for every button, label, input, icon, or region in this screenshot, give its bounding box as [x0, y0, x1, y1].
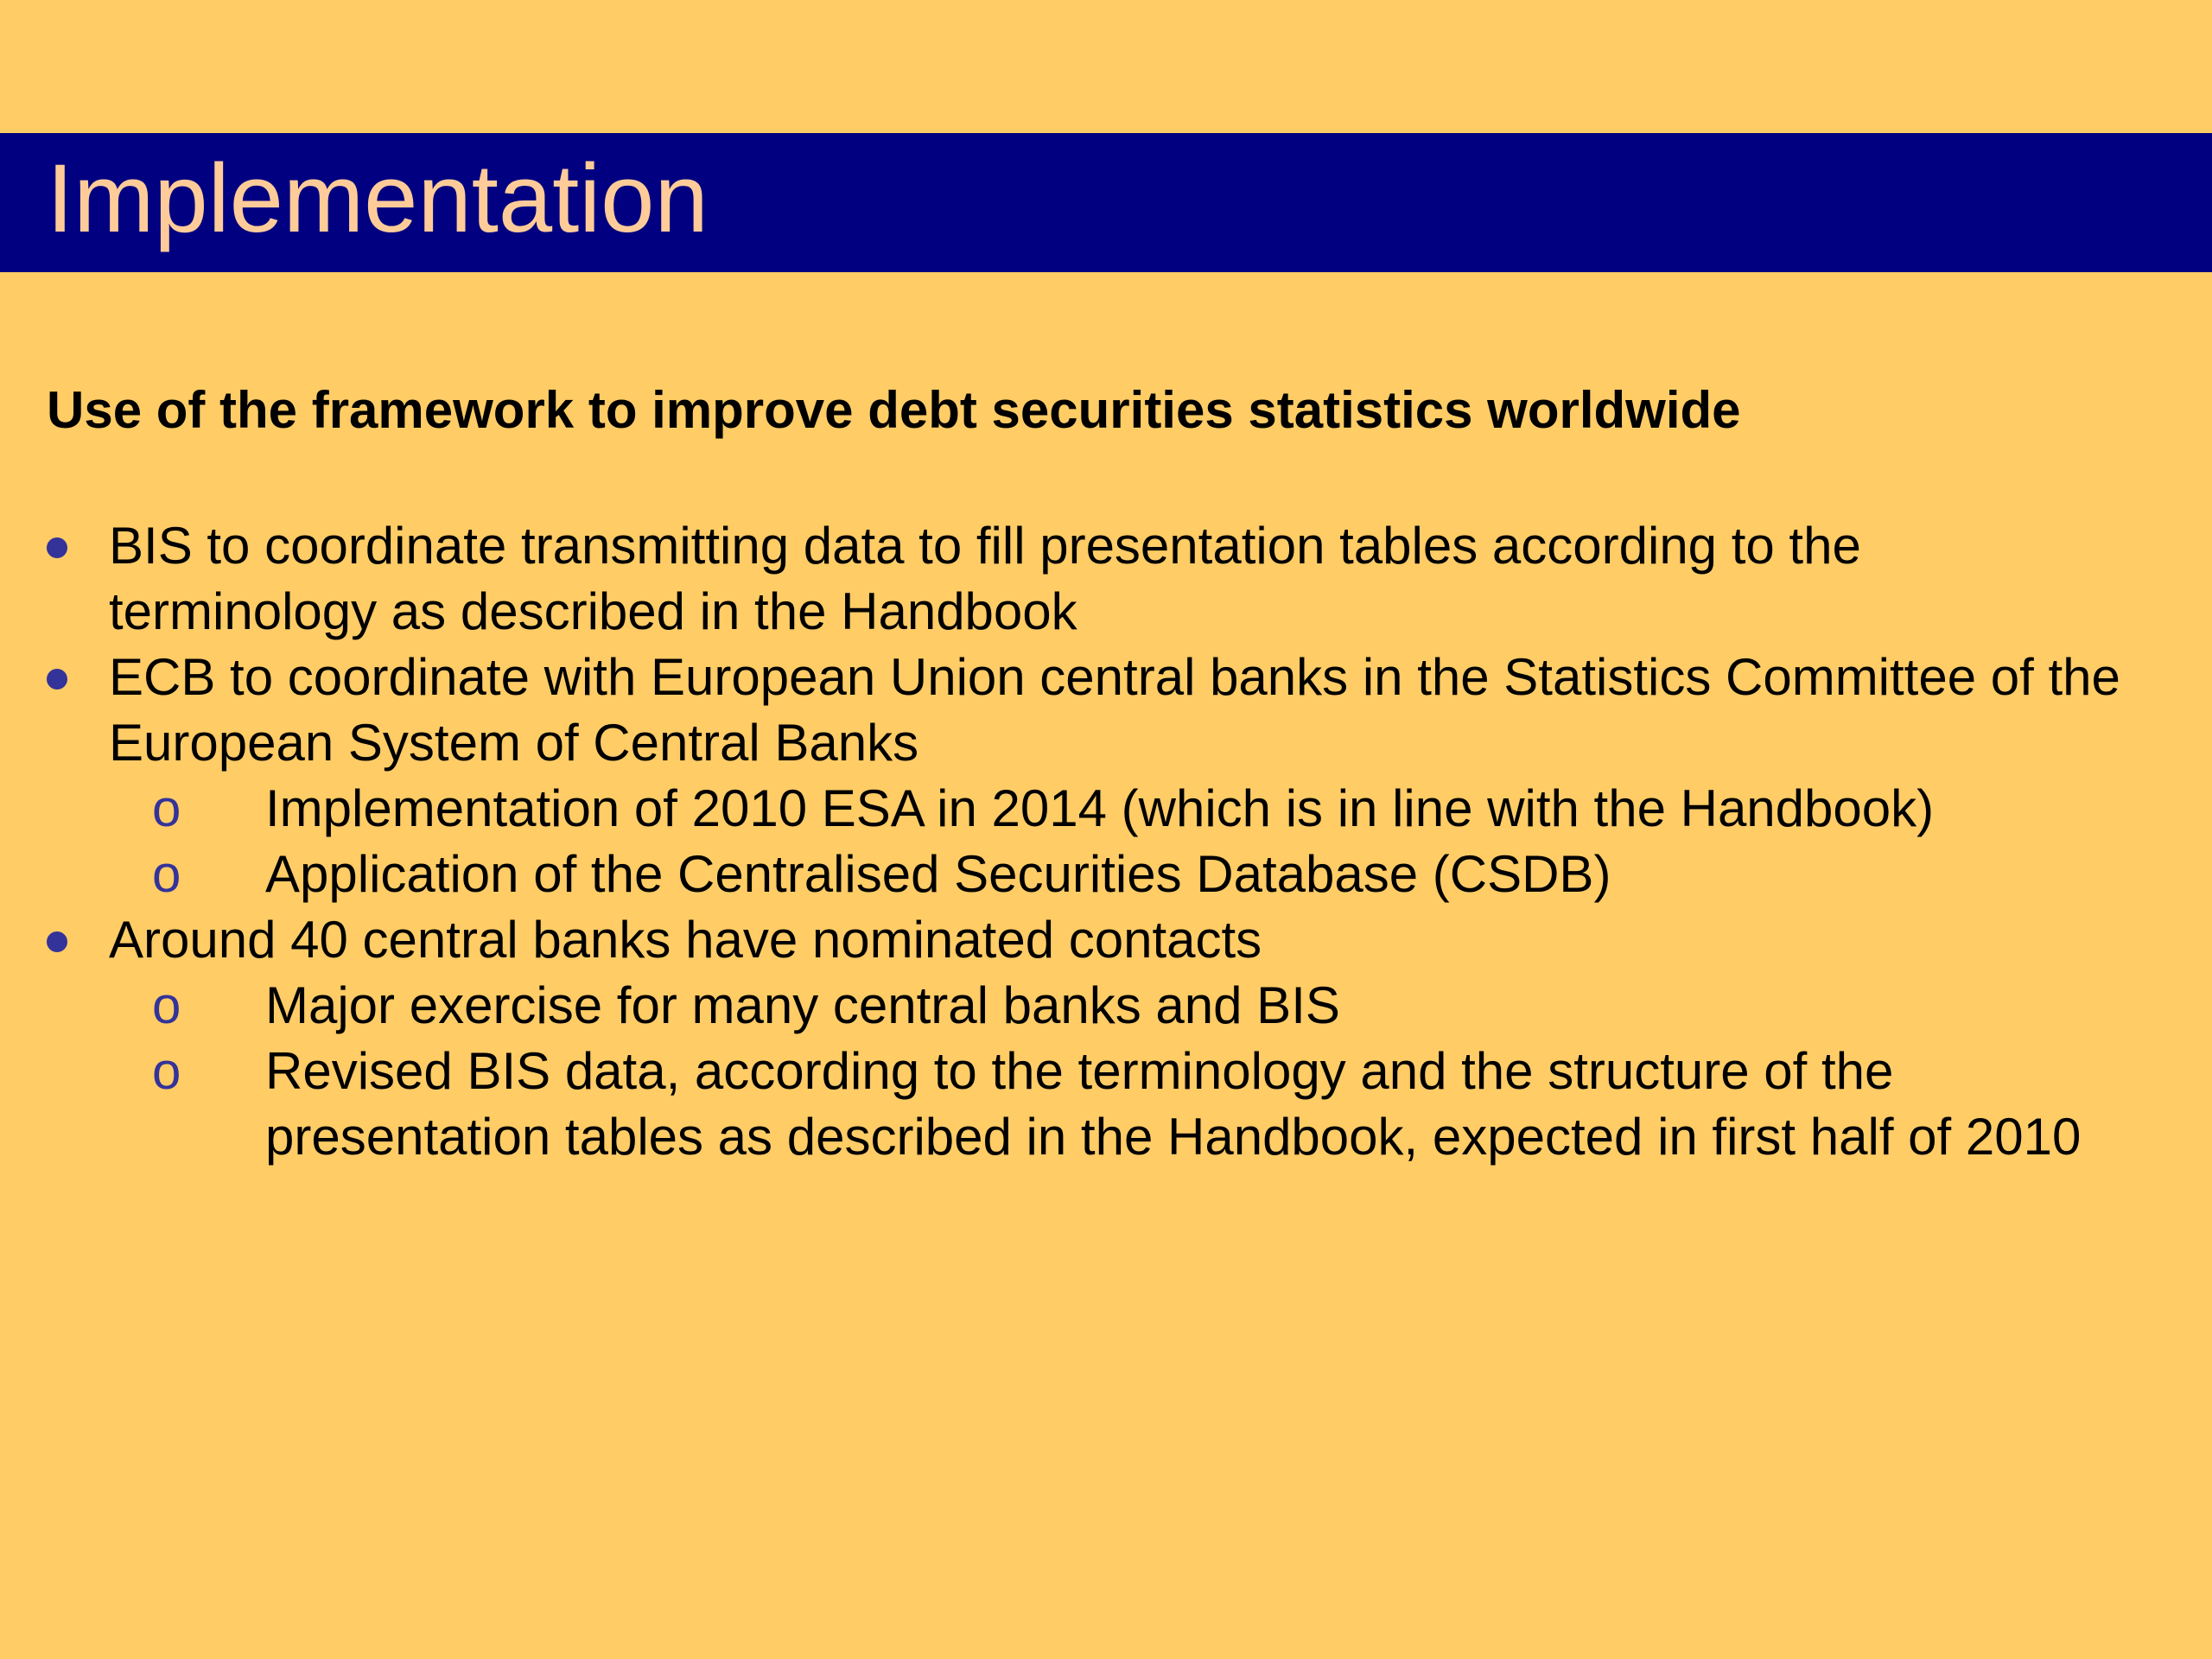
- list-item: [0, 513, 2122, 645]
- slide-title: Implementation: [47, 144, 709, 252]
- list-item-text: Around 40 central banks have nominated contacts: [109, 911, 1262, 969]
- list-item-text: BIS to coordinate transmitting data to fill presentation tables according to the terminology as described in the Handbook: [109, 517, 1861, 640]
- list-item-text: ECB to coordinate with European Union central banks in the Statistics Committee of the European System of Central Banks: [109, 648, 2120, 772]
- bullet-o-icon: o: [152, 976, 181, 1034]
- slide-subtitle: Use of the framework to improve debt securities statistics worldwide: [47, 381, 1741, 439]
- sub-list-item: [0, 1039, 2114, 1170]
- list-item: [0, 645, 2122, 776]
- bullet-dot-icon: [47, 537, 67, 558]
- bullet-dot-icon: [47, 931, 67, 952]
- sub-list-item: [0, 973, 2114, 1039]
- list-item-text: Major exercise for many central banks and BIS: [265, 976, 1340, 1034]
- list-item-text: Application of the Centralised Securities Database (CSDB): [265, 845, 1611, 903]
- bullet-dot-icon: [47, 669, 67, 690]
- list-item: [0, 907, 2122, 973]
- list-item-text: Revised BIS data, according to the terminology and the structure of the presentation tables as described in the Handbook, expected in first half of 2010: [265, 1042, 2082, 1166]
- list-item-text: Implementation of 2010 ESA in 2014 (which is in line with the Handbook): [265, 779, 1935, 837]
- bullet-list: [0, 513, 2212, 1170]
- bullet-o-icon: o: [152, 845, 181, 903]
- bullet-o-icon: o: [152, 779, 181, 837]
- bullet-o-icon: o: [152, 1042, 181, 1100]
- sub-list-item: [0, 842, 2114, 907]
- sub-list-item: [0, 776, 2114, 842]
